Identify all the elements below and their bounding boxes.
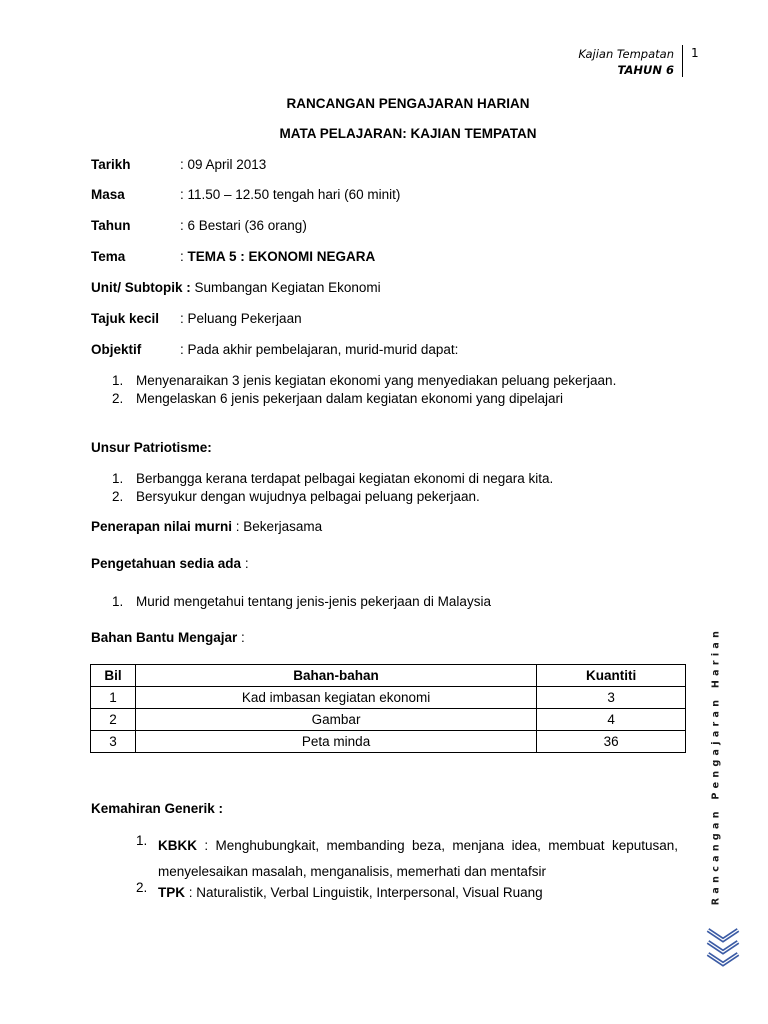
table-cell: Kad imbasan kegiatan ekonomi [135, 687, 536, 709]
pengetahuan-line [91, 556, 249, 571]
unsur-list [91, 470, 553, 506]
table-cell: 36 [537, 731, 686, 753]
tema-label: Tema [91, 249, 126, 264]
tajuk-label: Tajuk kecil [91, 311, 160, 326]
unit-label: Unit/ Subtopik : [91, 280, 191, 295]
masa-label: Masa [91, 187, 125, 202]
table-row [91, 687, 686, 709]
objektif-value: : Pada akhir pembelajaran, murid-murid dapat: [180, 342, 459, 357]
table-cell: Gambar [135, 709, 536, 731]
page-header [578, 46, 674, 78]
tema-colon: : [180, 249, 188, 264]
table-row [91, 731, 686, 753]
table-header-bahan: Bahan-bahan [135, 665, 536, 687]
table-cell: Peta minda [135, 731, 536, 753]
pengetahuan-colon: : [241, 556, 249, 571]
nilai-label: Penerapan nilai murni [91, 519, 233, 534]
list-item: 2. Mengelaskan 6 jenis pekerjaan dalam kegiatan ekonomi yang dipelajari [112, 391, 564, 406]
document-subtitle: MATA PELAJARAN: KAJIAN TEMPATAN [279, 126, 537, 141]
list-item: 1. Murid mengetahui tentang jenis-jenis pekerjaan di Malaysia [112, 594, 491, 609]
tahun-label: Tahun [91, 218, 131, 233]
tarikh-label: Tarikh [91, 157, 131, 172]
table-cell: 1 [91, 687, 136, 709]
tema-value: TEMA 5 : EKONOMI NEGARA [187, 249, 376, 264]
table-cell: 4 [537, 709, 686, 731]
unit-line [91, 280, 381, 295]
table-header-bil: Bil [91, 665, 136, 687]
page-number: 1 [691, 46, 699, 60]
bahan-colon: : [237, 630, 245, 645]
header-year: TAHUN 6 [617, 63, 674, 77]
tema-line [180, 249, 375, 264]
list-item: 1. Berbangga kerana terdapat pelbagai kegiatan ekonomi di negara kita. [112, 471, 554, 486]
chevron-down-icon [704, 926, 742, 976]
bahan-table [90, 664, 686, 753]
tarikh-value: : 09 April 2013 [180, 157, 267, 172]
list-item: 2. Bersyukur dengan wujudnya pelbagai peluang pekerjaan. [112, 489, 480, 504]
table-cell: 3 [537, 687, 686, 709]
list-item: 1. Menyenaraikan 3 jenis kegiatan ekonomi yang menyediakan peluang pekerjaan. [112, 373, 617, 388]
bahan-label: Bahan Bantu Mengajar [91, 630, 238, 645]
kemahiran-heading: Kemahiran Generik : [91, 801, 224, 816]
masa-value: : 11.50 – 12.50 tengah hari (60 minit) [180, 187, 401, 202]
table-header-row [91, 665, 686, 687]
pengetahuan-list [91, 593, 491, 611]
unit-value: Sumbangan Kegiatan Ekonomi [190, 280, 381, 295]
header-subject: Kajian Tempatan [578, 47, 674, 61]
unsur-heading: Unsur Patriotisme: [91, 440, 212, 455]
objektif-label: Objektif [91, 342, 142, 357]
table-header-kuantiti: Kuantiti [537, 665, 686, 687]
document-title: RANCANGAN PENGAJARAN HARIAN [286, 96, 530, 111]
table-cell: 2 [91, 709, 136, 731]
bahan-line [91, 630, 245, 645]
table-cell: 3 [91, 731, 136, 753]
pengetahuan-label: Pengetahuan sedia ada [91, 556, 242, 571]
nilai-value: : Bekerjasama [232, 519, 323, 534]
sidebar-vertical-text: Rancangan Pengajaran Harian [710, 626, 722, 906]
tajuk-value: : Peluang Pekerjaan [180, 311, 302, 326]
tahun-value: : 6 Bestari (36 orang) [180, 218, 307, 233]
objektif-list [91, 372, 616, 408]
nilai-line [91, 519, 322, 534]
table-row [91, 709, 686, 731]
header-divider [682, 45, 683, 77]
